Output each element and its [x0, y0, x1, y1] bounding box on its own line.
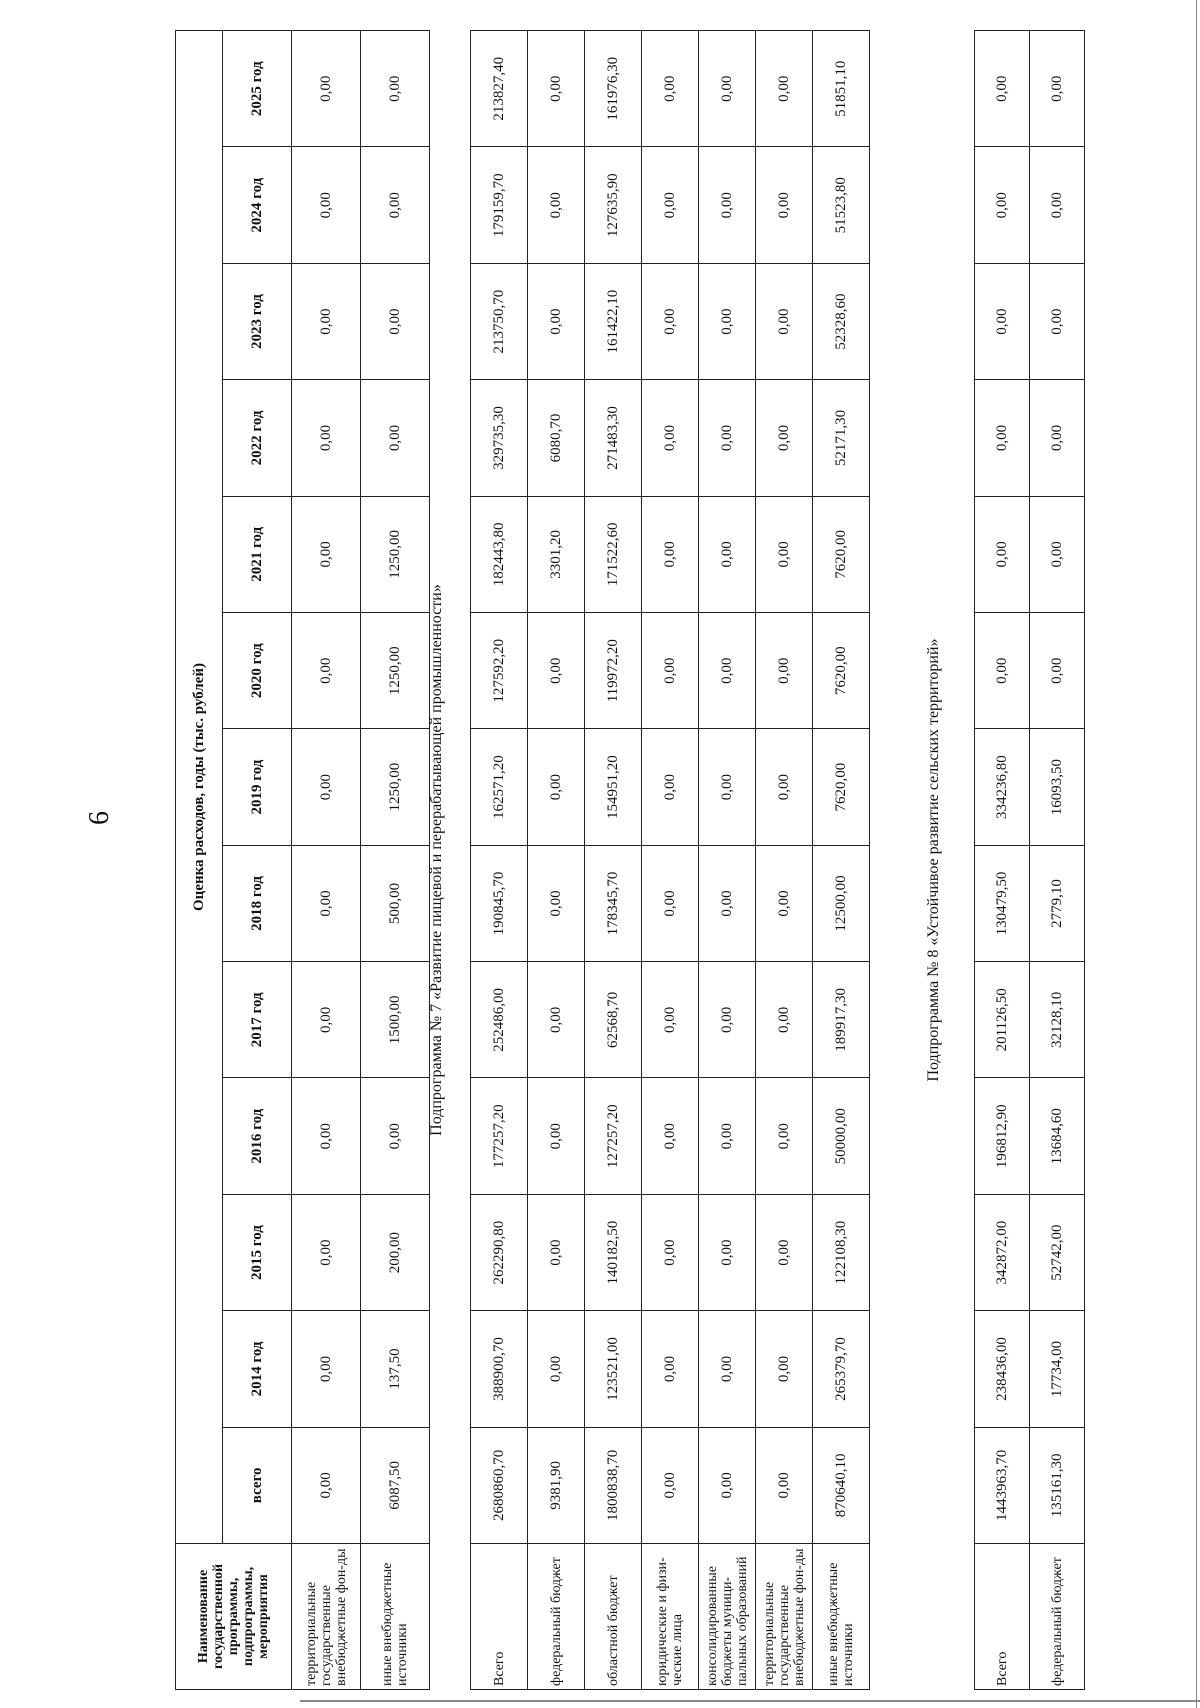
table-cell: 0,00 [642, 263, 699, 379]
table-cell: 0,00 [756, 496, 813, 612]
table-cell: 201126,50 [975, 962, 1030, 1078]
table-cell: 213750,70 [471, 263, 528, 379]
subprogram-7-title: Подпрограмма № 7 «Развитие пищевой и перерабатывающей промышленности» [428, 584, 445, 1136]
row-label: иные внебюджетные источники [813, 1544, 870, 1690]
table-cell: 1500,00 [361, 962, 430, 1078]
table-row [292, 31, 361, 1690]
subprogram-8-body [975, 31, 1085, 1690]
table-cell: 0,00 [642, 1078, 699, 1194]
header-col-2020: 2020 год [223, 613, 292, 729]
table-cell: 0,00 [642, 1194, 699, 1310]
table-cell: 0,00 [699, 1427, 756, 1543]
table-cell: 0,00 [975, 263, 1030, 379]
row-label: юридические и физи-ческие лица [642, 1544, 699, 1690]
table-cell: 0,00 [292, 613, 361, 729]
table-cell: 200,00 [361, 1194, 430, 1310]
table-cell: 870640,10 [813, 1427, 870, 1543]
header-col-2017: 2017 год [223, 962, 292, 1078]
header-col-2015: 2015 год [223, 1194, 292, 1310]
table-cell: 0,00 [292, 729, 361, 845]
table-cell: 189917,30 [813, 962, 870, 1078]
table-cell: 1250,00 [361, 729, 430, 845]
table-cell: 0,00 [699, 1078, 756, 1194]
rotated-content [175, 30, 1135, 1690]
table-cell: 0,00 [756, 613, 813, 729]
table-cell: 0,00 [975, 380, 1030, 496]
table-cell: 0,00 [528, 1078, 585, 1194]
row-label: федеральный бюджет [1030, 1544, 1085, 1690]
table-cell: 9381,90 [528, 1427, 585, 1543]
table-cell: 262290,80 [471, 1194, 528, 1310]
table-cell: 0,00 [361, 1078, 430, 1194]
table-cell: 154951,20 [585, 729, 642, 845]
table-cell: 0,00 [756, 380, 813, 496]
table-cell: 52171,30 [813, 380, 870, 496]
table-row [585, 31, 642, 1690]
table-cell: 0,00 [699, 845, 756, 961]
table-cell: 119972,20 [585, 613, 642, 729]
table-row [813, 31, 870, 1690]
table-cell: 122108,30 [813, 1194, 870, 1310]
table-cell: 0,00 [1030, 613, 1085, 729]
table-cell: 6080,70 [528, 380, 585, 496]
table-cell: 137,50 [361, 1311, 430, 1427]
table-cell: 50000,00 [813, 1078, 870, 1194]
table-cell: 0,00 [1030, 263, 1085, 379]
table-cell: 177257,20 [471, 1078, 528, 1194]
table-cell: 196812,90 [975, 1078, 1030, 1194]
table-cell: 0,00 [1030, 147, 1085, 263]
table-cell: 0,00 [528, 1311, 585, 1427]
scan-edge-line [1196, 0, 1197, 1708]
table-cell: 135161,30 [1030, 1427, 1085, 1543]
table-cell: 140182,50 [585, 1194, 642, 1310]
table-row [361, 31, 430, 1690]
table-cell: 0,00 [361, 31, 430, 148]
scan-bottom-line [300, 1700, 1200, 1702]
table-cell: 127635,90 [585, 147, 642, 263]
table-cell: 0,00 [292, 496, 361, 612]
row-label: иные внебюджетные источники [361, 1544, 430, 1690]
table-cell: 0,00 [699, 1194, 756, 1310]
table-cell: 0,00 [528, 263, 585, 379]
table-cell: 0,00 [756, 1427, 813, 1543]
table-cell: 0,00 [642, 31, 699, 148]
table-cell: 0,00 [528, 845, 585, 961]
header-col-2014: 2014 год [223, 1311, 292, 1427]
table-cell: 0,00 [756, 1194, 813, 1310]
table-cell: 0,00 [292, 1078, 361, 1194]
table-cell: 130479,50 [975, 845, 1030, 961]
table-cell: 0,00 [292, 380, 361, 496]
table-cell: 0,00 [292, 31, 361, 148]
table-cell: 329735,30 [471, 380, 528, 496]
table-cell: 0,00 [756, 845, 813, 961]
table-cell: 0,00 [642, 1311, 699, 1427]
header-col-2018: 2018 год [223, 845, 292, 961]
table-cell: 162571,20 [471, 729, 528, 845]
table-cell: 0,00 [292, 263, 361, 379]
table-cell: 0,00 [1030, 31, 1085, 148]
table-cell: 0,00 [292, 1311, 361, 1427]
table1-body [292, 31, 430, 1690]
table-cell: 0,00 [1030, 380, 1085, 496]
table-cell: 0,00 [756, 1311, 813, 1427]
table-cell: 1443963,70 [975, 1427, 1030, 1543]
table-cell: 0,00 [975, 31, 1030, 148]
table-cell: 0,00 [292, 1427, 361, 1543]
table-row [975, 31, 1030, 1690]
table-cell: 0,00 [699, 729, 756, 845]
table-cell: 0,00 [699, 147, 756, 263]
table-cell: 0,00 [528, 962, 585, 1078]
row-label: территориальные государственные внебюджетные фон-ды [756, 1544, 813, 1690]
table-cell: 334236,80 [975, 729, 1030, 845]
table-row [756, 31, 813, 1690]
table-row [699, 31, 756, 1690]
table-cell: 3301,20 [528, 496, 585, 612]
table-cell: 213827,40 [471, 31, 528, 148]
table-cell: 0,00 [292, 962, 361, 1078]
table-cell: 0,00 [642, 1427, 699, 1543]
table-cell: 0,00 [756, 31, 813, 148]
table-cell: 271483,30 [585, 380, 642, 496]
header-col-2021: 2021 год [223, 496, 292, 612]
table-cell: 0,00 [756, 1078, 813, 1194]
table-cell: 190845,70 [471, 845, 528, 961]
table-cell: 0,00 [756, 729, 813, 845]
table-cell: 500,00 [361, 845, 430, 961]
table-cell: 0,00 [642, 729, 699, 845]
table-cell: 0,00 [361, 147, 430, 263]
table-cell: 6087,50 [361, 1427, 430, 1543]
table-row [528, 31, 585, 1690]
table-cell: 0,00 [642, 147, 699, 263]
table-cell: 0,00 [642, 962, 699, 1078]
page-number: 6 [84, 811, 115, 825]
table-row [642, 31, 699, 1690]
header-col-2022: 2022 год [223, 380, 292, 496]
table-cell: 178345,70 [585, 845, 642, 961]
header-col-2019: 2019 год [223, 729, 292, 845]
table-cell: 0,00 [642, 496, 699, 612]
table-cell: 182443,80 [471, 496, 528, 612]
table-cell: 179159,70 [471, 147, 528, 263]
table-cell: 2779,10 [1030, 845, 1085, 961]
header-col-2023: 2023 год [223, 263, 292, 379]
table-cell: 0,00 [292, 845, 361, 961]
table-cell: 127592,20 [471, 613, 528, 729]
table-cell: 0,00 [528, 1194, 585, 1310]
header-col-total: всего [223, 1427, 292, 1543]
table-cell: 32128,10 [1030, 962, 1085, 1078]
table-cell: 0,00 [699, 1311, 756, 1427]
table-row [1030, 31, 1085, 1690]
table-cell: 0,00 [699, 613, 756, 729]
table-cell: 0,00 [642, 845, 699, 961]
row-label: областной бюджет [585, 1544, 642, 1690]
subprogram-7-body [471, 31, 870, 1690]
table-row [471, 31, 528, 1690]
table-cell: 0,00 [756, 263, 813, 379]
table-cell: 0,00 [361, 380, 430, 496]
table-cell: 7620,00 [813, 613, 870, 729]
table-cell: 0,00 [699, 31, 756, 148]
table-cell: 161976,30 [585, 31, 642, 148]
table-cell: 342872,00 [975, 1194, 1030, 1310]
table-cell: 127257,20 [585, 1078, 642, 1194]
table-cell: 0,00 [528, 147, 585, 263]
table-cell: 0,00 [361, 263, 430, 379]
table-cell: 7620,00 [813, 496, 870, 612]
table-cell: 0,00 [756, 962, 813, 1078]
table-cell: 0,00 [975, 613, 1030, 729]
table-cell: 1800838,70 [585, 1427, 642, 1543]
subprogram-8-title: Подпрограмма № 8 «Устойчивое развитие сельских территорий» [925, 638, 942, 1082]
header-col-2024: 2024 год [223, 147, 292, 263]
expenses-table-top [175, 30, 430, 1690]
table-cell: 171522,60 [585, 496, 642, 612]
table-cell: 52328,60 [813, 263, 870, 379]
table-cell: 52742,00 [1030, 1194, 1085, 1310]
table-cell: 0,00 [699, 380, 756, 496]
table-cell: 0,00 [642, 380, 699, 496]
header-name-column: Наименование государственной программы, подпрограммы, мероприятия [176, 1544, 292, 1690]
table-cell: 1250,00 [361, 496, 430, 612]
table-cell: 0,00 [292, 147, 361, 263]
table-cell: 51523,80 [813, 147, 870, 263]
subprogram-7-table [470, 30, 870, 1690]
table-cell: 123521,00 [585, 1311, 642, 1427]
header-col-2025: 2025 год [223, 31, 292, 148]
table-cell: 17734,00 [1030, 1311, 1085, 1427]
row-label: Всего [471, 1544, 528, 1690]
table-cell: 0,00 [975, 147, 1030, 263]
table-cell: 0,00 [699, 263, 756, 379]
table-cell: 0,00 [1030, 496, 1085, 612]
table-cell: 252486,00 [471, 962, 528, 1078]
table-cell: 0,00 [975, 496, 1030, 612]
table-cell: 62568,70 [585, 962, 642, 1078]
row-label: территориальные государственные внебюджетные фон-ды [292, 1544, 361, 1690]
table-cell: 161422,10 [585, 263, 642, 379]
table-cell: 51851,10 [813, 31, 870, 148]
table-cell: 0,00 [642, 613, 699, 729]
table-cell: 0,00 [699, 496, 756, 612]
table-cell: 1250,00 [361, 613, 430, 729]
table-cell: 265379,70 [813, 1311, 870, 1427]
subprogram-8-table [974, 30, 1085, 1690]
header-group-title: Оценка расходов, годы (тыс. рублей) [176, 31, 223, 1544]
table-cell: 7620,00 [813, 729, 870, 845]
table-cell: 0,00 [528, 729, 585, 845]
table-cell: 0,00 [528, 613, 585, 729]
table-cell: 12500,00 [813, 845, 870, 961]
header-col-2016: 2016 год [223, 1078, 292, 1194]
table-cell: 0,00 [756, 147, 813, 263]
table-cell: 0,00 [699, 962, 756, 1078]
table-cell: 388900,70 [471, 1311, 528, 1427]
table-cell: 238436,00 [975, 1311, 1030, 1427]
row-label: Всего [975, 1544, 1030, 1690]
row-label: консолидированные бюджеты муници-пальных образований [699, 1544, 756, 1690]
table-cell: 0,00 [292, 1194, 361, 1310]
row-label: федеральный бюджет [528, 1544, 585, 1690]
table-cell: 2680860,70 [471, 1427, 528, 1543]
table-cell: 16093,50 [1030, 729, 1085, 845]
table-cell: 0,00 [528, 31, 585, 148]
table-cell: 13684,60 [1030, 1078, 1085, 1194]
